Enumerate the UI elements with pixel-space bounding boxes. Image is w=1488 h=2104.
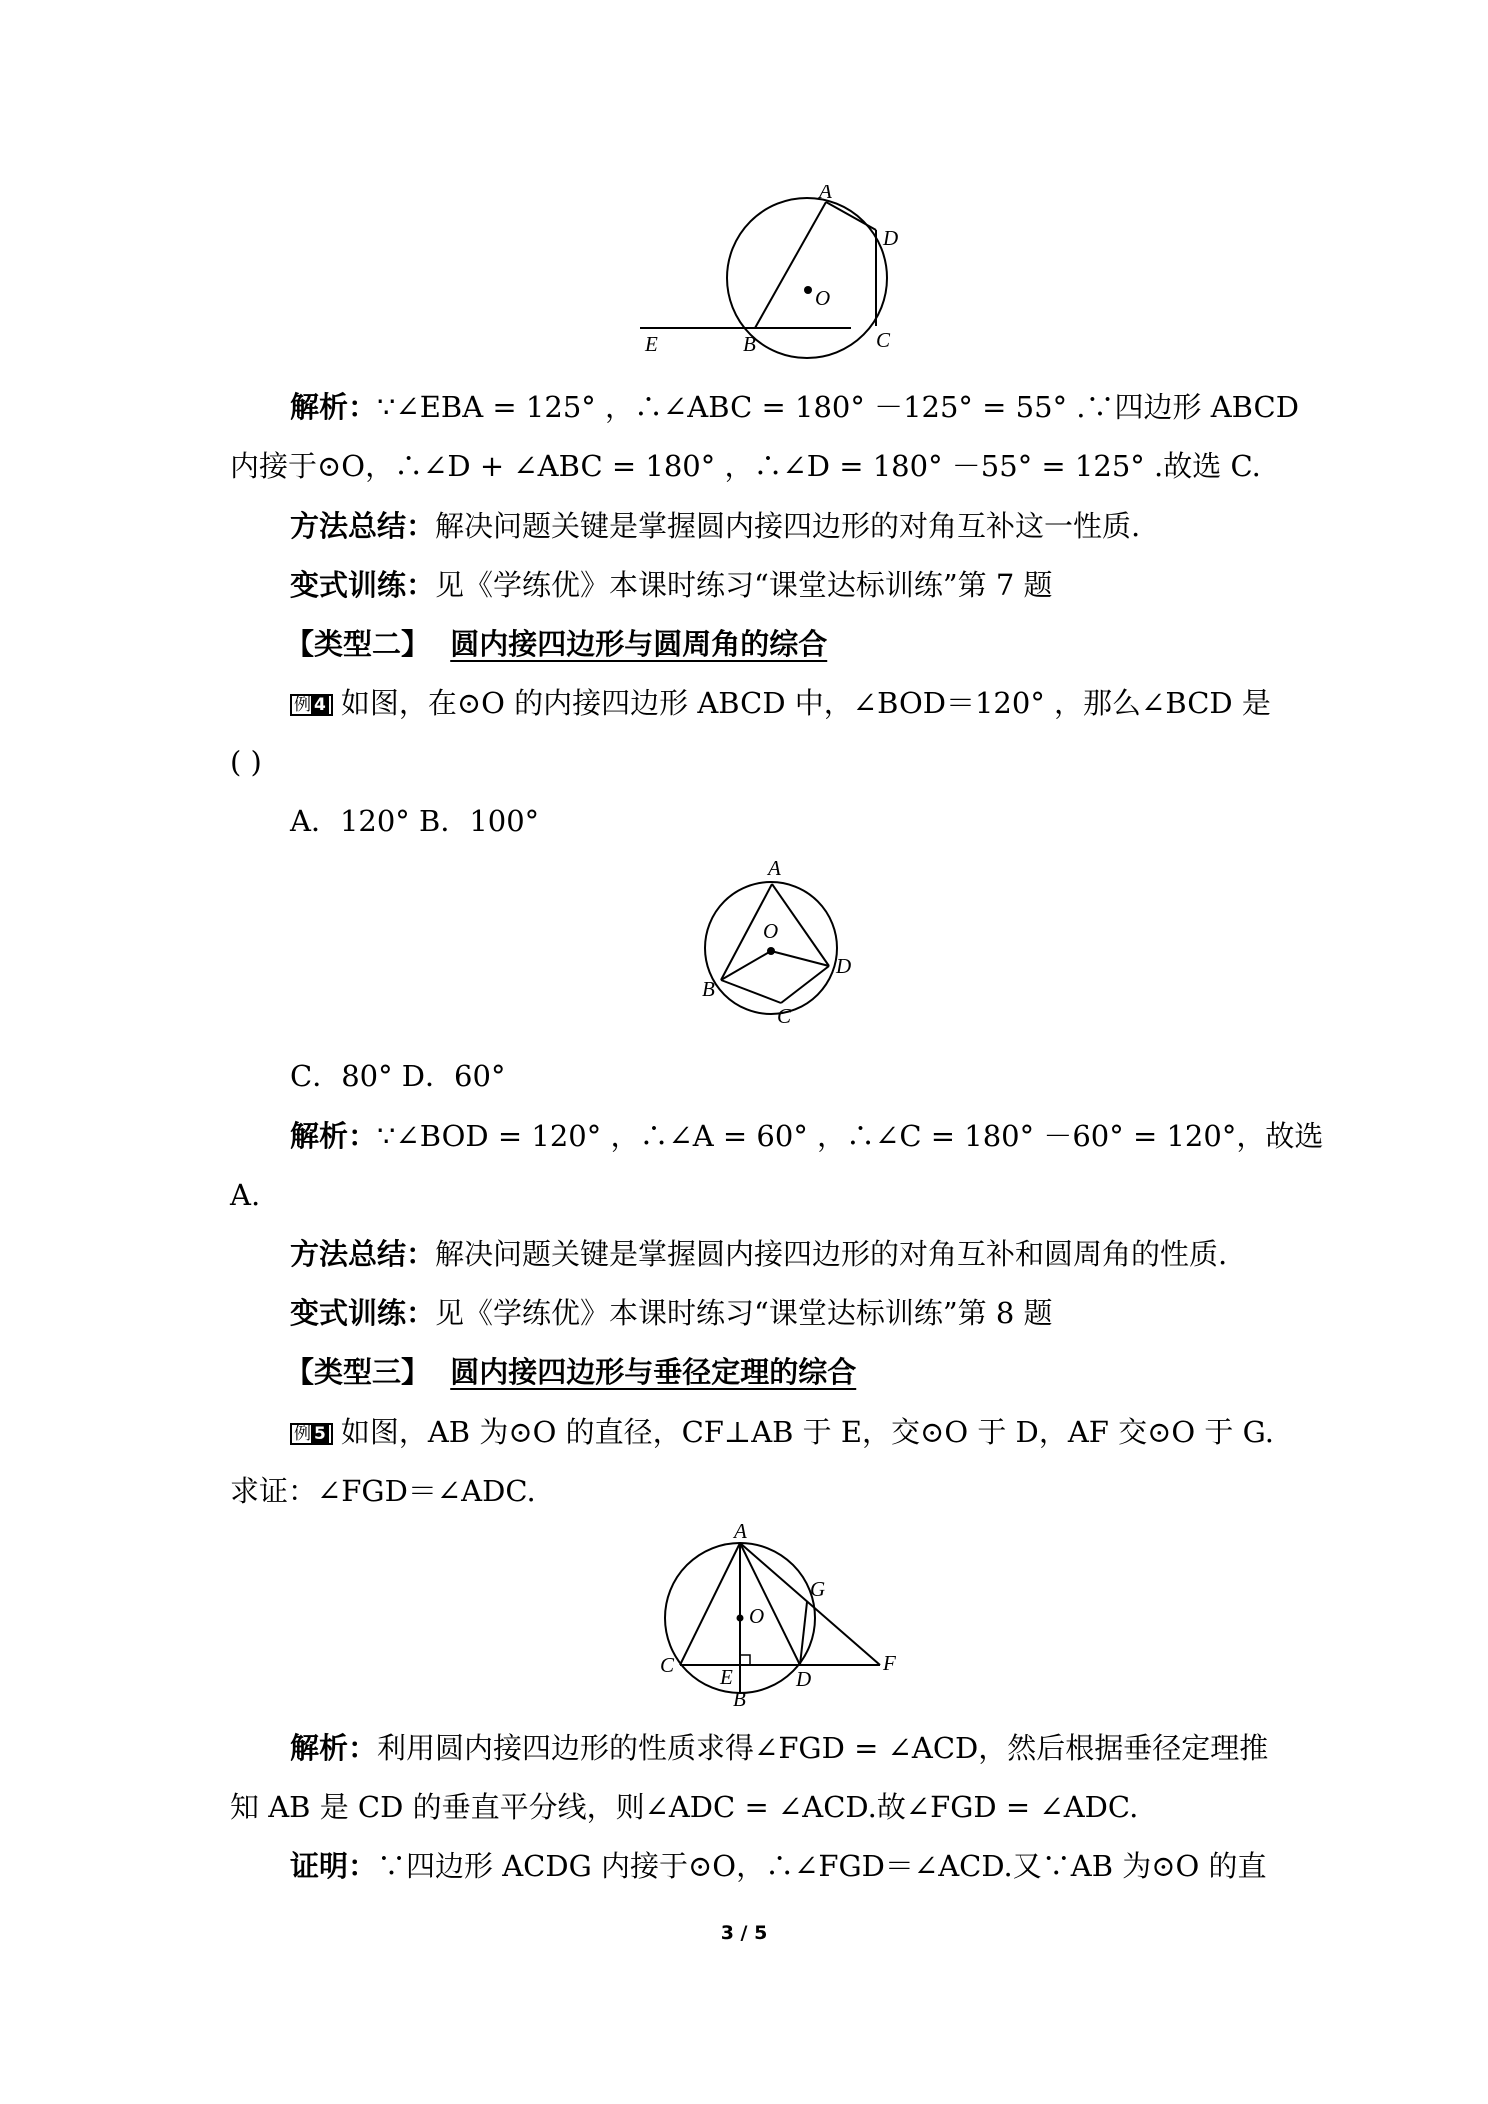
analysis-label: 解析：: [290, 390, 378, 424]
analysis-1-line-1: [290, 387, 1299, 427]
fig1-label-B: B: [743, 332, 756, 356]
section-title: 圆内接四边形与垂径定理的综合: [450, 1355, 857, 1389]
method-summary-2: [290, 1234, 1227, 1274]
example-4-answer-bracket: ( ): [230, 745, 262, 779]
section-type-3-heading: [285, 1352, 856, 1392]
fig3-label-D: D: [796, 1667, 812, 1691]
section-bracket: 【类型三】: [285, 1355, 431, 1389]
variant-practice-1: [290, 565, 1053, 605]
fig3-label-A: A: [734, 1522, 747, 1543]
analysis-2-line-1: [290, 1116, 1323, 1156]
analysis-1-line-2: 内接于⊙O，∴∠D + ∠ABC = 180° ，∴∠D = 180° －55° = 125° .故选 C.: [230, 449, 1261, 483]
fig2-label-C: C: [777, 1004, 792, 1028]
example-5-line-2: 求证：∠FGD＝∠ADC.: [230, 1474, 536, 1508]
fig2-label-B: B: [702, 977, 715, 1001]
analysis-label: 解析：: [290, 1119, 378, 1153]
variant-practice-label: 变式训练：: [290, 1296, 436, 1330]
method-summary-label: 方法总结：: [290, 509, 436, 543]
fig1-label-O: O: [815, 286, 831, 310]
figure-2-circle-diagram: [690, 858, 890, 1033]
fig3-label-G: G: [810, 1577, 826, 1601]
fig1-label-E: E: [645, 332, 658, 356]
analysis-3-line-1: [290, 1728, 1268, 1768]
proof-text: ∵四边形 ACDG 内接于⊙O，∴∠FGD＝∠ACD.又∵AB 为⊙O 的直: [377, 1849, 1267, 1883]
fig1-label-C: C: [876, 328, 891, 352]
example-4-tag: 例 4: [290, 694, 333, 716]
example-5-question: 如图，AB 为⊙O 的直径，CF⊥AB 于 E，交⊙O 于 D，AF 交⊙O 于 G.: [340, 1415, 1274, 1449]
fig3-label-C: C: [660, 1653, 675, 1677]
figure-3-circle-diagram: [650, 1522, 910, 1707]
example-5-line-1: [290, 1412, 1274, 1452]
section-type-2-heading: [285, 624, 827, 664]
section-bracket: 【类型二】: [285, 627, 431, 661]
example-5-tag: 例 5: [290, 1423, 333, 1445]
analysis-2-line-2: A.: [230, 1178, 261, 1212]
section-title: 圆内接四边形与圆周角的综合: [450, 627, 828, 661]
fig2-label-D: D: [836, 954, 852, 978]
variant-practice-text: 见《学练优》本课时练习“课堂达标训练”第 8 题: [435, 1296, 1053, 1330]
proof-line-1: [290, 1846, 1267, 1886]
variant-practice-label: 变式训练：: [290, 568, 436, 602]
example-4-options-ab: A．120° B．100°: [290, 804, 540, 838]
fig3-label-F: F: [883, 1651, 896, 1675]
method-summary-text: 解决问题关键是掌握圆内接四边形的对角互补这一性质.: [435, 509, 1141, 543]
analysis-3-line-2: 知 AB 是 CD 的垂直平分线，则∠ADC = ∠ACD.故∠FGD = ∠ADC.: [230, 1790, 1139, 1824]
fig3-label-B: B: [733, 1687, 746, 1707]
fig2-label-O: O: [763, 919, 779, 943]
analysis-3-text: 利用圆内接四边形的性质求得∠FGD = ∠ACD，然后根据垂径定理推: [377, 1731, 1269, 1765]
proof-label: 证明：: [290, 1849, 378, 1883]
fig1-label-D: D: [883, 226, 899, 250]
method-summary-text: 解决问题关键是掌握圆内接四边形的对角互补和圆周角的性质.: [435, 1237, 1228, 1271]
analysis-label: 解析：: [290, 1731, 378, 1765]
figure-1-circle-diagram: [640, 185, 930, 360]
example-4-question: 如图，在⊙O 的内接四边形 ABCD 中，∠BOD＝120° ，那么∠BCD 是: [340, 686, 1271, 720]
analysis-2-text: ∵∠BOD = 120° ，∴∠A = 60° ，∴∠C = 180° －60° = 120°，故选: [377, 1119, 1324, 1153]
method-summary-label: 方法总结：: [290, 1237, 436, 1271]
example-4-line-1: [290, 683, 1271, 723]
fig1-label-A: A: [819, 185, 832, 203]
fig2-label-A: A: [768, 858, 781, 880]
analysis-1-text: ∵∠EBA = 125° ，∴∠ABC = 180° －125° = 55° .∵四边形 ABCD: [377, 390, 1299, 424]
fig3-label-O: O: [749, 1604, 765, 1628]
page-number: 3 / 5: [720, 1922, 768, 1944]
variant-practice-2: [290, 1293, 1053, 1333]
method-summary-1: [290, 506, 1140, 546]
variant-practice-text: 见《学练优》本课时练习“课堂达标训练”第 7 题: [435, 568, 1053, 602]
fig3-label-E: E: [720, 1665, 733, 1689]
example-4-options-cd: C．80° D．60°: [290, 1059, 506, 1093]
